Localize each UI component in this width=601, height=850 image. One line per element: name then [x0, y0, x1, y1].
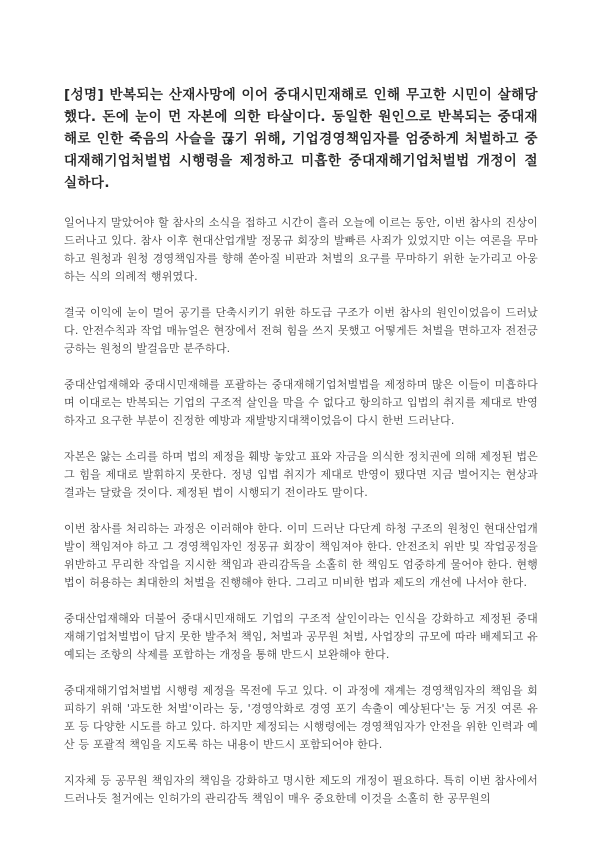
statement-paragraph-4: 자본은 앓는 소리를 하며 법의 제정을 훼방 놓았고 표와 자금을 의식한 정치권에 의해 제정된 법은 그 힘을 제대로 발휘하지 못한다. 정녕 입법 취지가 제대로 반영이 됐다면 지금 벌어지는 현상과 결과는 달랐을 것이다. 제정된 법이 시행되기 전이라도 말이다. [64, 450, 538, 499]
statement-paragraph-7: 중대재해기업처벌법 시행령 제정을 목전에 두고 있다. 이 과정에 재계는 경영책임자의 책임을 회피하기 위해 '과도한 처벌'이라는 둥, '경영악화로 경영 포기 속출이 예상된다'는 둥 거짓 여론 유포 등 다양한 시도를 하고 있다. 하지만 제정되는 시행령에는 경영책임자가 안전을 위한 인력과 예산 등 포괄적 책임을 지도록 하는 내용이 반드시 포함되어야 한다. [64, 684, 538, 751]
statement-paragraph-8: 지자체 등 공무원 책임자의 책임을 강화하고 명시한 제도의 개정이 필요하다. 특히 이번 참사에서 드러나듯 철거에는 인허가의 관리감독 책임이 매우 중요한데 이것을 소홀히 한 공무원의 [64, 774, 538, 805]
statement-paragraph-6: 중대산업재해와 더불어 중대시민재해도 기업의 구조적 살인이라는 인식을 강화하고 제정된 중대재해기업처벌법이 담지 못한 발주처 책임, 처벌과 공무원 처벌, 사업장의 규모에 따라 배제되고 유예되는 조항의 삭제를 포함하는 개정을 통해 반드시 보완해야 한다. [64, 612, 538, 661]
statement-body [64, 84, 538, 808]
statement-paragraph-2: 결국 이익에 눈이 멀어 공기를 단축시키기 위한 하도급 구조가 이번 참사의 원인이었음이 드러났다. 안전수칙과 작업 매뉴얼은 현장에서 전혀 힘을 쓰지 못했고 어떻게든 처벌을 면하고자 전전긍긍하는 원청의 발걸음만 분주하다. [64, 306, 538, 355]
statement-paragraph-5: 이번 참사를 처리하는 과정은 이러해야 한다. 이미 드러난 다단계 하청 구조의 원청인 현대산업개발이 책임져야 하고 그 경영책임자인 정몽규 회장이 책임져야 한다. 안전조치 위반 및 작업공정을 위반하고 무리한 작업을 지시한 책임과 관리감독을 소홀히 한 책임도 엄중하게 물어야 한다. 현행법이 허용하는 최대한의 처벌을 진행해야 한다. 그리고 미비한 법과 제도의 개선에 나서야 한다. [64, 522, 538, 589]
statement-paragraph-3: 중대산업재해와 중대시민재해를 포괄하는 중대재해기업처벌법을 제정하며 많은 이들이 미흡하다며 이대로는 반복되는 기업의 구조적 살인을 막을 수 없다고 항의하고 입법의 취지를 제대로 반영하자고 요구한 부분이 진정한 예방과 재발방지대책이었음이 다시 한번 드러난다. [64, 378, 538, 427]
statement-headline: [성명] 반복되는 산재사망에 이어 중대시민재해로 인해 무고한 시민이 살해당했다. 돈에 눈이 먼 자본에 의한 타살이다. 동일한 원인으로 반복되는 중대재해로 인한 죽음의 사슬을 끊기 위해, 기업경영책임자를 엄중하게 처벌하고 중대재해기업처벌법 시행령을 제정하고 미흡한 중대재해기업처벌법 개정이 절실하다. [64, 87, 538, 191]
statement-paragraph-1: 일어나지 말았어야 할 참사의 소식을 접하고 시간이 흘러 오늘에 이르는 동안, 이번 참사의 진상이 드러나고 있다. 참사 이후 현대산업개발 정몽규 회장의 발빠른 사죄가 있었지만 이는 여론을 무마하고 원청과 원청 경영책임자를 향해 쏟아질 비판과 처벌의 요구를 무마하기 위한 눈가리고 아웅하는 식의 의례적 행위였다. [64, 216, 538, 283]
